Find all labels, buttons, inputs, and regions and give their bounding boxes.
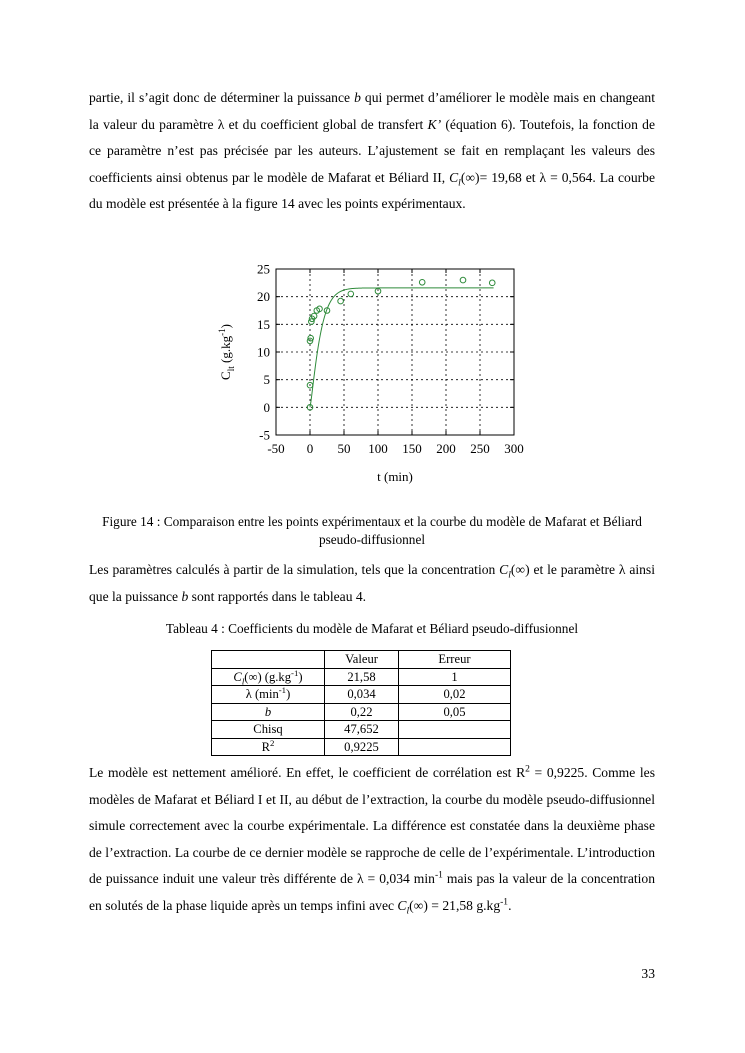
table-header-cell: Erreur xyxy=(399,651,511,669)
y-tick-label: 20 xyxy=(257,289,270,305)
data-point xyxy=(348,291,354,297)
table-row xyxy=(212,686,511,704)
y-tick-label: -5 xyxy=(259,427,270,443)
table-header-cell xyxy=(212,651,325,669)
coefficients-table xyxy=(211,650,511,756)
row-value: 0,22 xyxy=(325,703,399,721)
data-point xyxy=(460,277,466,283)
row-value: 47,652 xyxy=(325,721,399,739)
x-tick-label: 150 xyxy=(402,441,422,456)
paragraph-intro: partie, il s’agit donc de déterminer la puissance b qui permet d’améliorer le modèle mais en changeant la valeur du paramètre λ et du coefficient global de transfert K’ (équation 6). Toutefois, la fonction de ce paramètre n’est pas précisée par les auteurs. L’ajustement se fait en remplaçant les valeurs des coefficients ainsi obtenus par le modèle de Mafarat et Béliard II, $C_l(\infty)= 19,68$ et λ = 0,564. La courbe du modèle est présentée à la figure 14 avec les points expérimentaux. xyxy=(89,90,655,212)
row-label: $R^2$ xyxy=(212,738,325,756)
x-tick-label: 300 xyxy=(504,441,524,456)
table-row xyxy=(212,703,511,721)
x-tick-label: -50 xyxy=(267,441,285,456)
row-value: 0,9225 xyxy=(325,738,399,756)
x-tick-label: 100 xyxy=(368,441,388,456)
data-point xyxy=(489,280,495,286)
var-k: K’ xyxy=(427,116,442,132)
row-label: Chisq xyxy=(212,721,325,739)
x-tick-label: 0 xyxy=(306,441,314,456)
x-tick-label: 200 xyxy=(436,441,456,456)
y-tick-label: 15 xyxy=(257,316,270,332)
row-label: $C_l(\infty)$ $(g.kg^{-1})$ xyxy=(212,668,325,686)
row-error: 1 xyxy=(399,668,511,686)
row-label: b xyxy=(212,703,325,721)
paragraph-params: Les paramètres calculés à partir de la simulation, tels que la concentration $C_l(\infty)$ et le paramètre λ ainsi que la puissance b sont rapportés dans le tableau 4. xyxy=(89,562,655,604)
y-tick-label: 25 xyxy=(257,261,270,277)
data-point xyxy=(338,298,344,304)
var-b: b xyxy=(354,90,361,105)
row-error xyxy=(399,738,511,756)
y-tick-label: 0 xyxy=(263,399,270,415)
x-axis-label: t (min) xyxy=(377,469,413,484)
row-value: 0,034 xyxy=(325,686,399,704)
chart-tick-labels xyxy=(257,262,524,457)
table-row xyxy=(212,738,511,756)
model-curve xyxy=(310,288,494,407)
figure-caption: Figure 14 : Comparaison entre les points expérimentaux et la courbe du modèle de Mafarat et Béliard pseudo-diffusionnel xyxy=(102,514,642,547)
table-row xyxy=(212,668,511,686)
chart-series xyxy=(307,277,495,410)
row-value: 21,58 xyxy=(325,668,399,686)
y-tick-label: 5 xyxy=(263,372,270,388)
y-tick-label: 10 xyxy=(257,344,270,360)
svg-text:Clt (g.kg-1): $C_{lt}$ $(g.kg^{-1})$ xyxy=(217,324,236,380)
paragraph-discussion: Le modèle est nettement amélioré. En effet, le coefficient de corrélation est $R^2 = 0,9225$. Comme les modèles de Mafarat et Béliard I et II, au début de l’extraction, la courbe du modèle pseudo-diffusionnel simule correctement avec la courbe expérimentale. La différence est constatée dans la deuxième phase de l’extraction. La courbe de ce dernier modèle se rapproche de celle de l’expérimentale. L’introduction de puissance induit une valeur très différente de λ = 0,034 $\min^{-1}$ mais pas la valeur de la concentration en solutés de la phase liquide après un temps infini avec $C_l(\infty) = 21,58$ $g.kg^{-1}$. xyxy=(89,764,656,917)
page-number: 33 xyxy=(641,966,655,981)
row-error: 0,05 xyxy=(399,703,511,721)
table-header-row xyxy=(212,651,511,669)
x-tick-label: 50 xyxy=(337,441,351,456)
table-row xyxy=(212,721,511,739)
row-error xyxy=(399,721,511,739)
y-axis-label xyxy=(217,324,236,380)
figure-14-chart xyxy=(200,255,540,495)
row-error: 0,02 xyxy=(399,686,511,704)
data-point xyxy=(419,279,425,285)
table-caption: Tableau 4 : Coefficients du modèle de Mafarat et Béliard pseudo-diffusionnel xyxy=(165,621,579,636)
row-label: λ $(\min^{-1})$ xyxy=(212,686,325,704)
x-tick-label: 250 xyxy=(470,441,490,456)
table-header-cell: Valeur xyxy=(325,651,399,669)
